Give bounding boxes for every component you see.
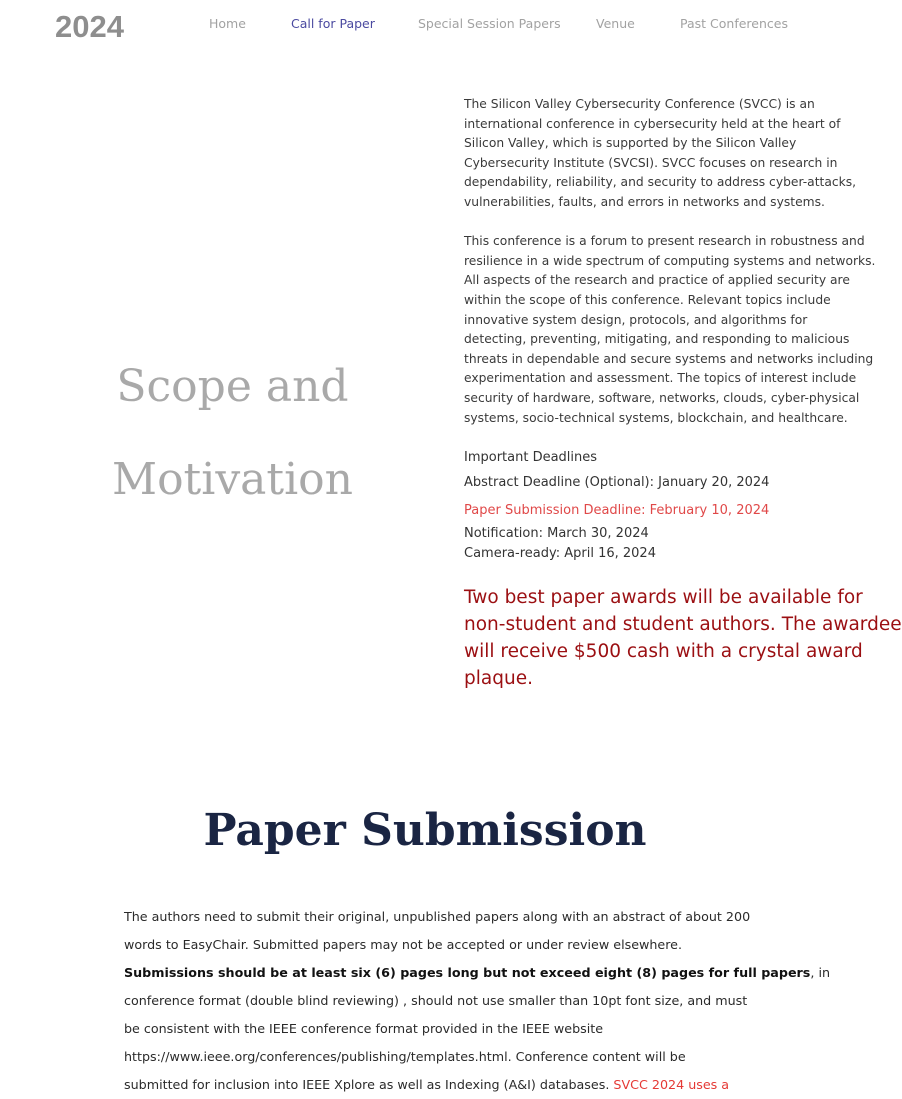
submission-line: conference format (double blind reviewing) , should not use smaller than 10pt font size, and must — [124, 993, 748, 1008]
scope-heading-line1: Scope and — [116, 361, 349, 412]
intro-column — [464, 95, 902, 692]
notification-date: Notification: March 30, 2024 — [464, 525, 649, 541]
award-line: plaque. — [464, 667, 533, 689]
nav-call-for-paper[interactable]: Call for Paper — [291, 16, 375, 31]
intro-p2-line: within the scope of this conference. Relevant topics include — [464, 292, 831, 307]
intro-p2-line: innovative system design, protocols, and algorithms for — [464, 312, 808, 327]
ieee-templates-link[interactable]: https://www.ieee.org/conferences/publishing/templates.html. Conference content will be — [124, 1049, 686, 1064]
award-line: non-student and student authors. The awardee — [464, 613, 902, 635]
submission-system-notice: SVCC 2024 uses a — [613, 1077, 730, 1092]
page-length-requirement: Submissions should be at least six (6) pages long but not exceed eight (8) pages for full papers — [124, 965, 811, 980]
award-line: Two best paper awards will be available for — [464, 586, 863, 608]
intro-p2-line: detecting, preventing, mitigating, and responding to malicious — [464, 332, 850, 347]
paper-submission-body — [124, 903, 831, 1099]
intro-p2-line: threats in dependable and secure systems and networks including — [464, 351, 874, 366]
intro-p1-line: The Silicon Valley Cybersecurity Conference (SVCC) is an — [464, 97, 815, 111]
camera-ready-date: Camera-ready: April 16, 2024 — [464, 545, 656, 561]
intro-paragraph-2 — [464, 232, 876, 428]
submission-line: The authors need to submit their original, unpublished papers along with an abstract of about 200 — [124, 909, 751, 924]
submission-line-requirements — [124, 959, 831, 987]
abstract-deadline: Abstract Deadline (Optional): January 20, 2024 — [464, 474, 770, 490]
paper-submission-heading: Paper Submission — [203, 805, 647, 856]
award-line: will receive $500 cash with a crystal award — [464, 640, 863, 662]
intro-p2-line: systems, socio-technical systems, blockchain, and healthcare. — [464, 410, 848, 425]
intro-paragraph-1 — [464, 95, 857, 213]
intro-p1-line: dependability, reliability, and security to address cyber-attacks, — [464, 175, 857, 190]
best-paper-award-notice — [464, 584, 902, 692]
deadlines-heading: Important Deadlines — [464, 449, 598, 465]
site-logo[interactable]: 2024 — [55, 9, 124, 44]
intro-p1-line: Silicon Valley, which is supported by the Silicon Valley — [464, 136, 797, 151]
paper-submission-deadline: Paper Submission Deadline: February 10, 2024 — [464, 502, 770, 518]
submission-line: words to EasyChair. Submitted papers may not be accepted or under review elsewhere. — [124, 937, 683, 952]
intro-p1-line: international conference in cybersecurity held at the heart of — [464, 116, 841, 131]
nav-home[interactable]: Home — [209, 16, 246, 31]
intro-p2-line: security of hardware, software, networks, clouds, cyber-physical — [464, 390, 860, 405]
intro-p1-line: vulnerabilities, faults, and errors in networks and systems. — [464, 194, 825, 209]
intro-p2-line: experimentation and assessment. The topics of interest include — [464, 371, 857, 386]
submission-line-ieee-xplore — [124, 1071, 744, 1099]
intro-p2-line: resilience in a wide spectrum of computing systems and networks. — [464, 253, 876, 268]
intro-p1-line: Cybersecurity Institute (SVCSI). SVCC focuses on research in — [464, 155, 838, 170]
scope-heading-line2: Motivation — [112, 454, 353, 505]
main-nav — [0, 16, 850, 36]
nav-venue[interactable]: Venue — [596, 16, 635, 31]
submission-text: submitted for inclusion into IEEE Xplore as well as Indexing (A&I) databases. — [124, 1077, 614, 1092]
nav-past-conferences[interactable]: Past Conferences — [680, 16, 788, 31]
submission-text: , in — [810, 965, 831, 980]
scope-heading — [105, 340, 360, 526]
submission-line: be consistent with the IEEE conference format provided in the IEEE website — [124, 1021, 604, 1036]
intro-p2-line: All aspects of the research and practice of applied security are — [464, 273, 850, 288]
nav-special-session-papers[interactable]: Special Session Papers — [418, 16, 561, 31]
important-deadlines — [464, 448, 810, 564]
intro-p2-line: This conference is a forum to present research in robustness and — [464, 234, 865, 249]
